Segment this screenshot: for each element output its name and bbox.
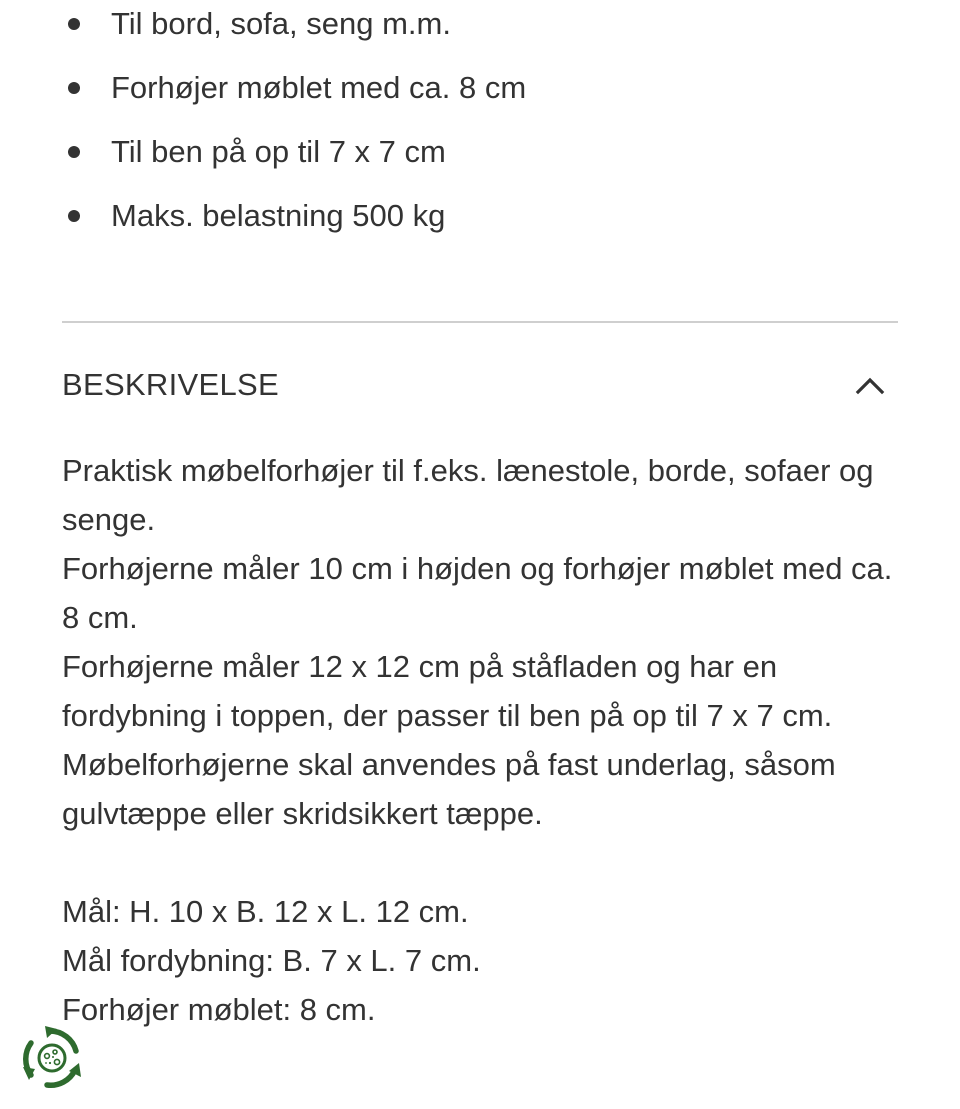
section-divider [62, 321, 898, 323]
description-paragraph: Forhøjerne måler 12 x 12 cm på ståfladen og har en fordybning i toppen, der passer til ben på op til 7 x 7 cm. [62, 649, 833, 733]
feature-item [62, 128, 902, 192]
spec-line: Mål: H. 10 x B. 12 x L. 12 cm. [62, 894, 469, 929]
feature-text: Maks. belastning 500 kg [111, 198, 446, 233]
spec-line: Forhøjer møblet: 8 cm. [62, 992, 376, 1027]
feature-text: Til ben på op til 7 x 7 cm [111, 134, 446, 169]
description-paragraph: Forhøjerne måler 10 cm i højden og forhøjer møblet med ca. 8 cm. [62, 551, 893, 635]
recycle-icon [17, 1023, 87, 1093]
description-accordion-toggle[interactable] [62, 350, 898, 420]
accordion-title: BESKRIVELSE [62, 367, 279, 402]
feature-text: Til bord, sofa, seng m.m. [111, 6, 451, 41]
chevron-up-icon[interactable] [852, 367, 888, 403]
description-paragraph: Praktisk møbelforhøjer til f.eks. lænestole, borde, sofaer og senge. [62, 453, 874, 537]
recycle-badge[interactable] [14, 1020, 90, 1096]
spec-line: Mål fordybning: B. 7 x L. 7 cm. [62, 943, 481, 978]
feature-item [62, 192, 902, 256]
description-paragraph: Møbelforhøjerne skal anvendes på fast underlag, såsom gulvtæppe eller skridsikkert tæppe. [62, 747, 836, 831]
bullet-icon [68, 18, 80, 30]
bullet-icon [68, 146, 80, 158]
bullet-icon [68, 210, 80, 222]
feature-text: Forhøjer møblet med ca. 8 cm [111, 70, 527, 105]
feature-item [62, 0, 902, 64]
bullet-icon [68, 82, 80, 94]
feature-list [62, 0, 902, 256]
feature-item [62, 64, 902, 128]
description-body [62, 446, 912, 1034]
